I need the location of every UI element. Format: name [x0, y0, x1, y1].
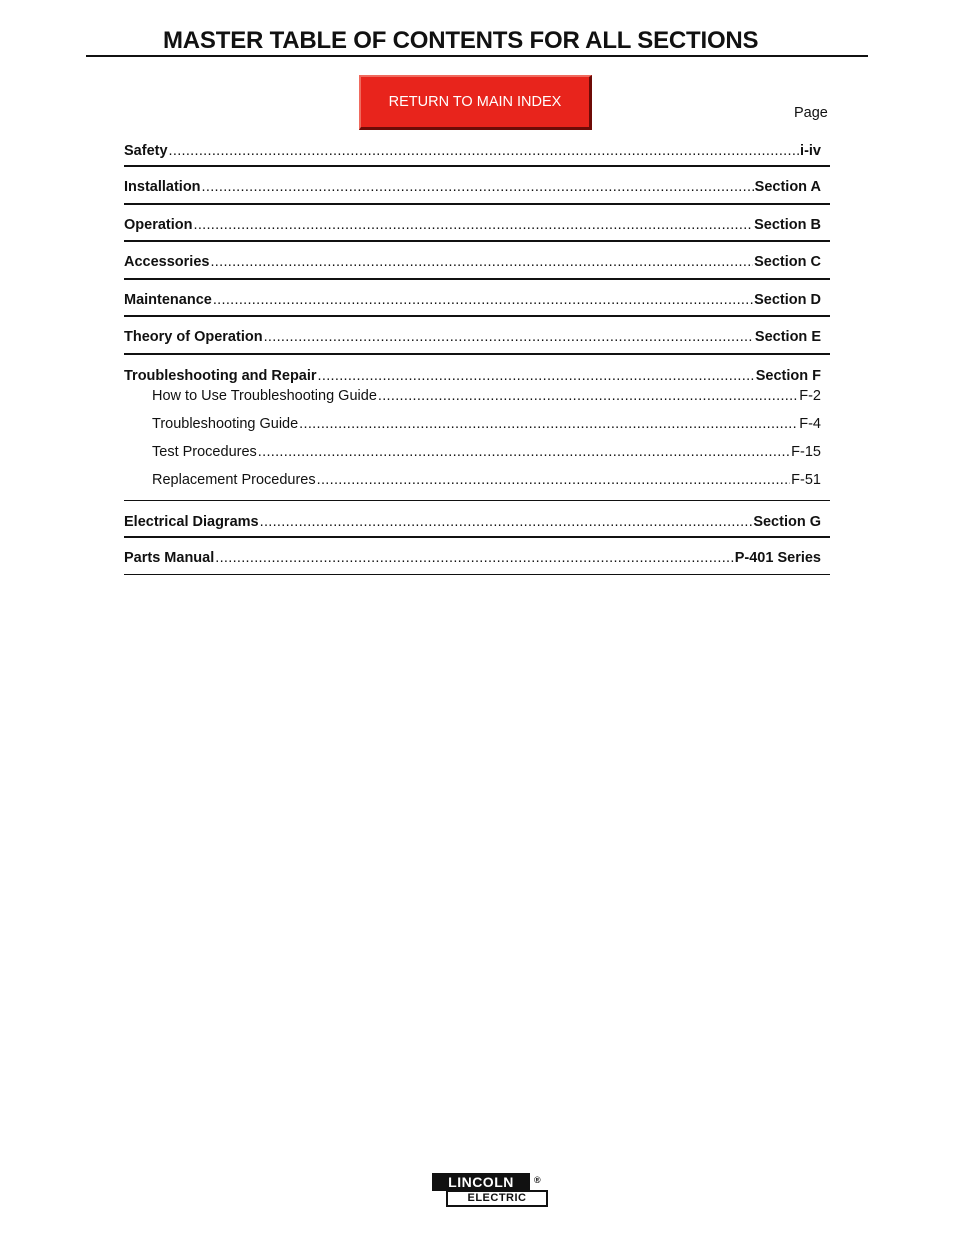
dot-leader: [299, 415, 798, 433]
toc-subentry-how-to-use-troubleshooting-guide[interactable]: [124, 381, 830, 409]
toc-entry-theory-of-operation[interactable]: [124, 317, 830, 355]
toc-entry-page: Section A: [754, 179, 821, 195]
registered-mark: ®: [534, 1175, 541, 1185]
dot-leader: [210, 253, 753, 271]
toc-subentry-page: F-15: [791, 443, 821, 460]
toc-entry-label: Electrical Diagrams: [124, 513, 259, 530]
dot-leader: [202, 178, 754, 196]
page-column-label: Page: [794, 105, 828, 121]
toc-entry-page: Section F: [755, 367, 821, 384]
toc-entry-page: Section D: [754, 291, 821, 308]
toc-entry-electrical-diagrams[interactable]: [124, 501, 830, 539]
toc-entry-label: Parts Manual: [124, 550, 215, 566]
toc-entry-page: Section C: [754, 254, 821, 270]
toc-subentry-page: F-51: [791, 471, 821, 488]
toc-entry-page: i-iv: [800, 143, 821, 159]
logo-bottom-text: ELECTRIC: [446, 1190, 548, 1207]
toc-subentry-page: F-2: [799, 387, 821, 404]
toc-entry-installation[interactable]: [124, 167, 830, 205]
toc-entry-maintenance[interactable]: [124, 280, 830, 318]
dot-leader: [258, 443, 790, 461]
toc-entry-page: Section B: [754, 216, 821, 233]
toc-subentry-troubleshooting-guide[interactable]: [124, 409, 830, 437]
toc-entry-label: Troubleshooting and Repair: [124, 367, 317, 384]
toc-entry-accessories[interactable]: [124, 242, 830, 280]
toc-entry-label: Accessories: [124, 254, 210, 270]
toc-subentry-page: F-4: [799, 415, 821, 432]
dot-leader: [317, 471, 791, 489]
toc-entry-label: Safety: [124, 143, 168, 159]
toc-subentry-label: Replacement Procedures: [152, 471, 316, 488]
dot-leader: [169, 142, 800, 160]
logo-top-text: LINCOLN: [432, 1173, 530, 1191]
dot-leader: [378, 387, 798, 405]
toc-subentry-label: How to Use Troubleshooting Guide: [152, 387, 377, 404]
toc-entry-label: Operation: [124, 216, 193, 233]
toc-entry-label: Maintenance: [124, 291, 212, 308]
table-of-contents: [124, 130, 830, 575]
toc-entry-page: Section G: [753, 513, 821, 530]
lincoln-electric-logo: [432, 1173, 548, 1208]
toc-entry-label: Theory of Operation: [124, 329, 263, 345]
toc-subentry-label: Test Procedures: [152, 443, 257, 460]
toc-entry-troubleshooting-and-repair[interactable]: [124, 355, 830, 384]
toc-subentry-label: Troubleshooting Guide: [152, 415, 299, 432]
toc-entry-page: P-401 Series: [734, 550, 821, 566]
toc-subentry-test-procedures[interactable]: [124, 437, 830, 465]
dot-leader: [193, 216, 753, 234]
toc-entry-page: Section E: [754, 329, 821, 345]
title-divider: [86, 55, 868, 57]
dot-leader: [215, 549, 733, 567]
page-title: MASTER TABLE OF CONTENTS FOR ALL SECTIONS: [163, 27, 759, 54]
toc-subentry-replacement-procedures[interactable]: [124, 465, 830, 501]
dot-leader: [213, 291, 753, 309]
dot-leader: [264, 328, 754, 346]
toc-entry-safety[interactable]: [124, 130, 830, 167]
dot-leader: [260, 513, 753, 531]
toc-entry-operation[interactable]: [124, 205, 830, 243]
return-to-main-index-button[interactable]: RETURN TO MAIN INDEX: [359, 75, 592, 130]
toc-entry-parts-manual[interactable]: [124, 538, 830, 575]
toc-entry-label: Installation: [124, 179, 201, 195]
